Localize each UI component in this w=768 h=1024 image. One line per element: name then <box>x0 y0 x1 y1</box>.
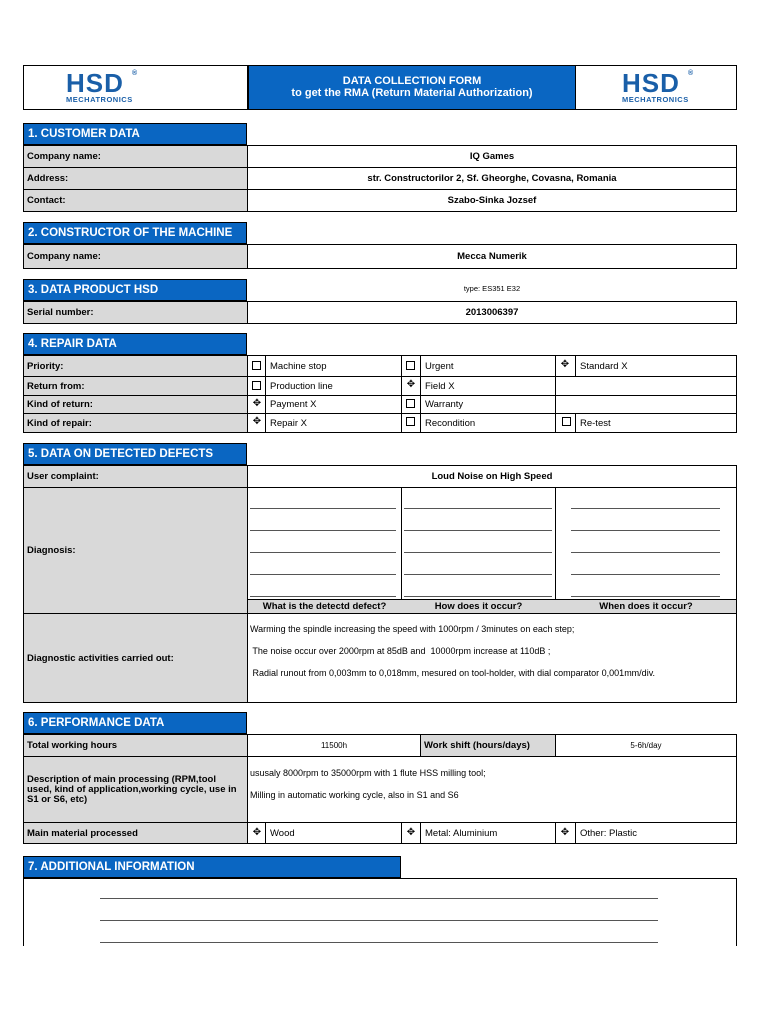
section-performance-data: 6. PERFORMANCE DATA <box>23 712 247 734</box>
form-title-line2: to get the RMA (Return Material Authorization) <box>291 87 533 99</box>
constructor-company-value[interactable]: Mecca Numerik <box>457 251 527 262</box>
section-customer-data: 1. CUSTOMER DATA <box>23 123 247 145</box>
customer-address-value[interactable]: str. Constructorilor 2, Sf. Gheorghe, Covasna, Romania <box>367 173 617 184</box>
recondition-label: Recondition <box>425 417 476 429</box>
registered-mark: ® <box>688 70 694 77</box>
priority-label: Priority: <box>24 356 247 376</box>
logo-subtext: MECHATRONICS <box>622 95 689 104</box>
col-divider <box>555 735 556 756</box>
diag-line[interactable] <box>571 574 720 575</box>
customer-contact-label: Contact: <box>24 190 247 211</box>
field-checked-icon[interactable]: ✥ <box>406 379 416 390</box>
diagnostic-activities-label: Diagnostic activities carried out: <box>24 614 247 702</box>
form-title-line1: DATA COLLECTION FORM <box>342 75 482 87</box>
repair-checked-icon[interactable]: ✥ <box>252 416 262 427</box>
urgent-label: Urgent <box>425 360 454 372</box>
recondition-checkbox[interactable] <box>406 417 415 426</box>
additional-line[interactable] <box>100 898 658 899</box>
payment-label: Payment X <box>270 399 317 410</box>
col-divider <box>401 823 402 843</box>
other-checked-icon[interactable]: ✥ <box>560 827 570 838</box>
diag-line[interactable] <box>404 574 552 575</box>
kind-of-return-label: Kind of return: <box>24 396 247 413</box>
section-constructor: 2. CONSTRUCTOR OF THE MACHINE <box>23 222 247 244</box>
section-additional-info: 7. ADDITIONAL INFORMATION <box>23 856 401 878</box>
diag-line[interactable] <box>250 508 396 509</box>
row-divider <box>24 413 736 414</box>
activity-line-3[interactable]: Radial runout from 0,003mm to 0,018mm, mesured on tool-holder, with dial comparator 0,001mm/div. <box>250 668 656 678</box>
machine-stop-label: Machine stop <box>270 360 327 372</box>
diag-line[interactable] <box>571 508 720 509</box>
diag-line[interactable] <box>571 530 720 531</box>
total-hours-value[interactable]: 11500h <box>320 741 348 750</box>
hsd-logo-left <box>66 68 138 104</box>
col-divider <box>247 146 248 211</box>
activity-line-2[interactable]: The noise occur over 2000rpm at 85dB and 10000rpm increase at 110dB ; <box>250 646 551 656</box>
diag-line[interactable] <box>404 552 552 553</box>
kind-of-repair-label: Kind of repair: <box>24 414 247 432</box>
col-divider <box>575 414 576 432</box>
user-complaint-label: User complaint: <box>24 466 247 487</box>
production-line-label: Production line <box>270 380 333 392</box>
logo-subtext: MECHATRONICS <box>66 95 133 104</box>
customer-company-value[interactable]: IQ Games <box>469 151 515 162</box>
additional-line[interactable] <box>100 920 658 921</box>
payment-checked-icon[interactable]: ✥ <box>252 398 262 409</box>
col-divider <box>247 356 248 432</box>
form-title <box>248 66 576 109</box>
col-divider <box>401 356 402 432</box>
user-complaint-value[interactable]: Loud Noise on High Speed <box>431 471 553 482</box>
section-detected-defects: 5. DATA ON DETECTED DEFECTS <box>23 443 247 465</box>
standard-label: Standard X <box>580 360 628 372</box>
col-divider <box>555 488 556 613</box>
return-from-label: Return from: <box>24 377 247 395</box>
diag-col-header-when: When does it occur? <box>599 600 693 612</box>
customer-contact-value[interactable]: Szabo-Sinka Jozsef <box>447 195 537 206</box>
work-shift-value[interactable]: 5-6h/day <box>630 741 662 750</box>
work-shift-label: Work shift (hours/days) <box>421 735 555 756</box>
wood-label: Wood <box>270 827 295 839</box>
processing-line-2[interactable]: Milling in automatic working cycle, also in S1 and S6 <box>250 790 459 800</box>
additional-info-area[interactable] <box>23 878 737 946</box>
col-divider <box>247 302 248 323</box>
warranty-checkbox[interactable] <box>406 399 415 408</box>
col-divider <box>247 466 248 702</box>
activity-line-1[interactable]: Warming the spindle increasing the speed with 1000rpm / 3minutes on each step; <box>250 624 575 634</box>
repair-label: Repair X <box>270 417 307 429</box>
production-line-checkbox[interactable] <box>252 381 261 390</box>
col-divider <box>575 823 576 843</box>
main-material-label: Main material processed <box>24 823 247 843</box>
field-label: Field X <box>425 380 455 392</box>
urgent-checkbox[interactable] <box>406 361 415 370</box>
col-divider <box>247 735 248 843</box>
col-divider <box>555 356 556 432</box>
metal-label: Metal: Aluminium <box>425 827 498 839</box>
col-divider <box>420 356 421 432</box>
col-divider <box>420 823 421 843</box>
col-divider <box>575 356 576 376</box>
diagnosis-label: Diagnosis: <box>24 488 247 613</box>
machine-stop-checkbox[interactable] <box>252 361 261 370</box>
row-divider <box>24 395 736 396</box>
total-hours-label: Total working hours <box>24 735 247 756</box>
diag-line[interactable] <box>250 552 396 553</box>
col-divider <box>420 735 421 756</box>
diag-line[interactable] <box>250 596 396 597</box>
logo-text: HSD <box>66 68 124 98</box>
row-divider <box>24 376 736 377</box>
logo-text: HSD <box>622 68 680 98</box>
col-divider <box>401 488 402 613</box>
col-divider <box>265 356 266 432</box>
col-divider <box>247 245 248 268</box>
other-label: Other: Plastic <box>580 827 638 839</box>
processing-line-1[interactable]: ususaly 8000rpm to 35000rpm with 1 flute HSS milling tool; <box>250 768 486 778</box>
standard-checked-icon[interactable]: ✥ <box>560 359 570 370</box>
diag-col-header-how: How does it occur? <box>434 600 523 612</box>
diag-line[interactable] <box>571 552 720 553</box>
metal-checked-icon[interactable]: ✥ <box>406 827 416 838</box>
diag-line[interactable] <box>250 574 396 575</box>
warranty-label: Warranty <box>425 399 464 410</box>
diag-line[interactable] <box>404 530 552 531</box>
customer-address-label: Address: <box>24 168 247 189</box>
serial-number-value[interactable]: 2013006397 <box>465 307 519 318</box>
processing-description-label: Description of main processing (RPM,tool used, kind of application,working cycle, use in S1 or S6, etc) <box>24 757 247 822</box>
section-data-product: 3. DATA PRODUCT HSD <box>23 279 247 301</box>
additional-line[interactable] <box>100 942 658 943</box>
constructor-company-label: Company name: <box>24 245 247 268</box>
registered-mark: ® <box>132 70 138 77</box>
serial-number-label: Serial number: <box>24 302 247 323</box>
diag-line[interactable] <box>404 596 552 597</box>
hsd-logo-right <box>622 68 694 104</box>
diag-line[interactable] <box>250 530 396 531</box>
diag-line[interactable] <box>571 596 720 597</box>
product-type[interactable]: type: ES351 E32 <box>463 284 521 293</box>
retest-checkbox[interactable] <box>562 417 571 426</box>
col-divider <box>555 823 556 843</box>
col-divider <box>265 823 266 843</box>
retest-label: Re-test <box>580 417 611 429</box>
section-repair-data: 4. REPAIR DATA <box>23 333 247 355</box>
diag-line[interactable] <box>404 508 552 509</box>
wood-checked-icon[interactable]: ✥ <box>252 827 262 838</box>
diag-col-header-what: What is the detectd defect? <box>262 600 387 612</box>
customer-company-label: Company name: <box>24 146 247 167</box>
